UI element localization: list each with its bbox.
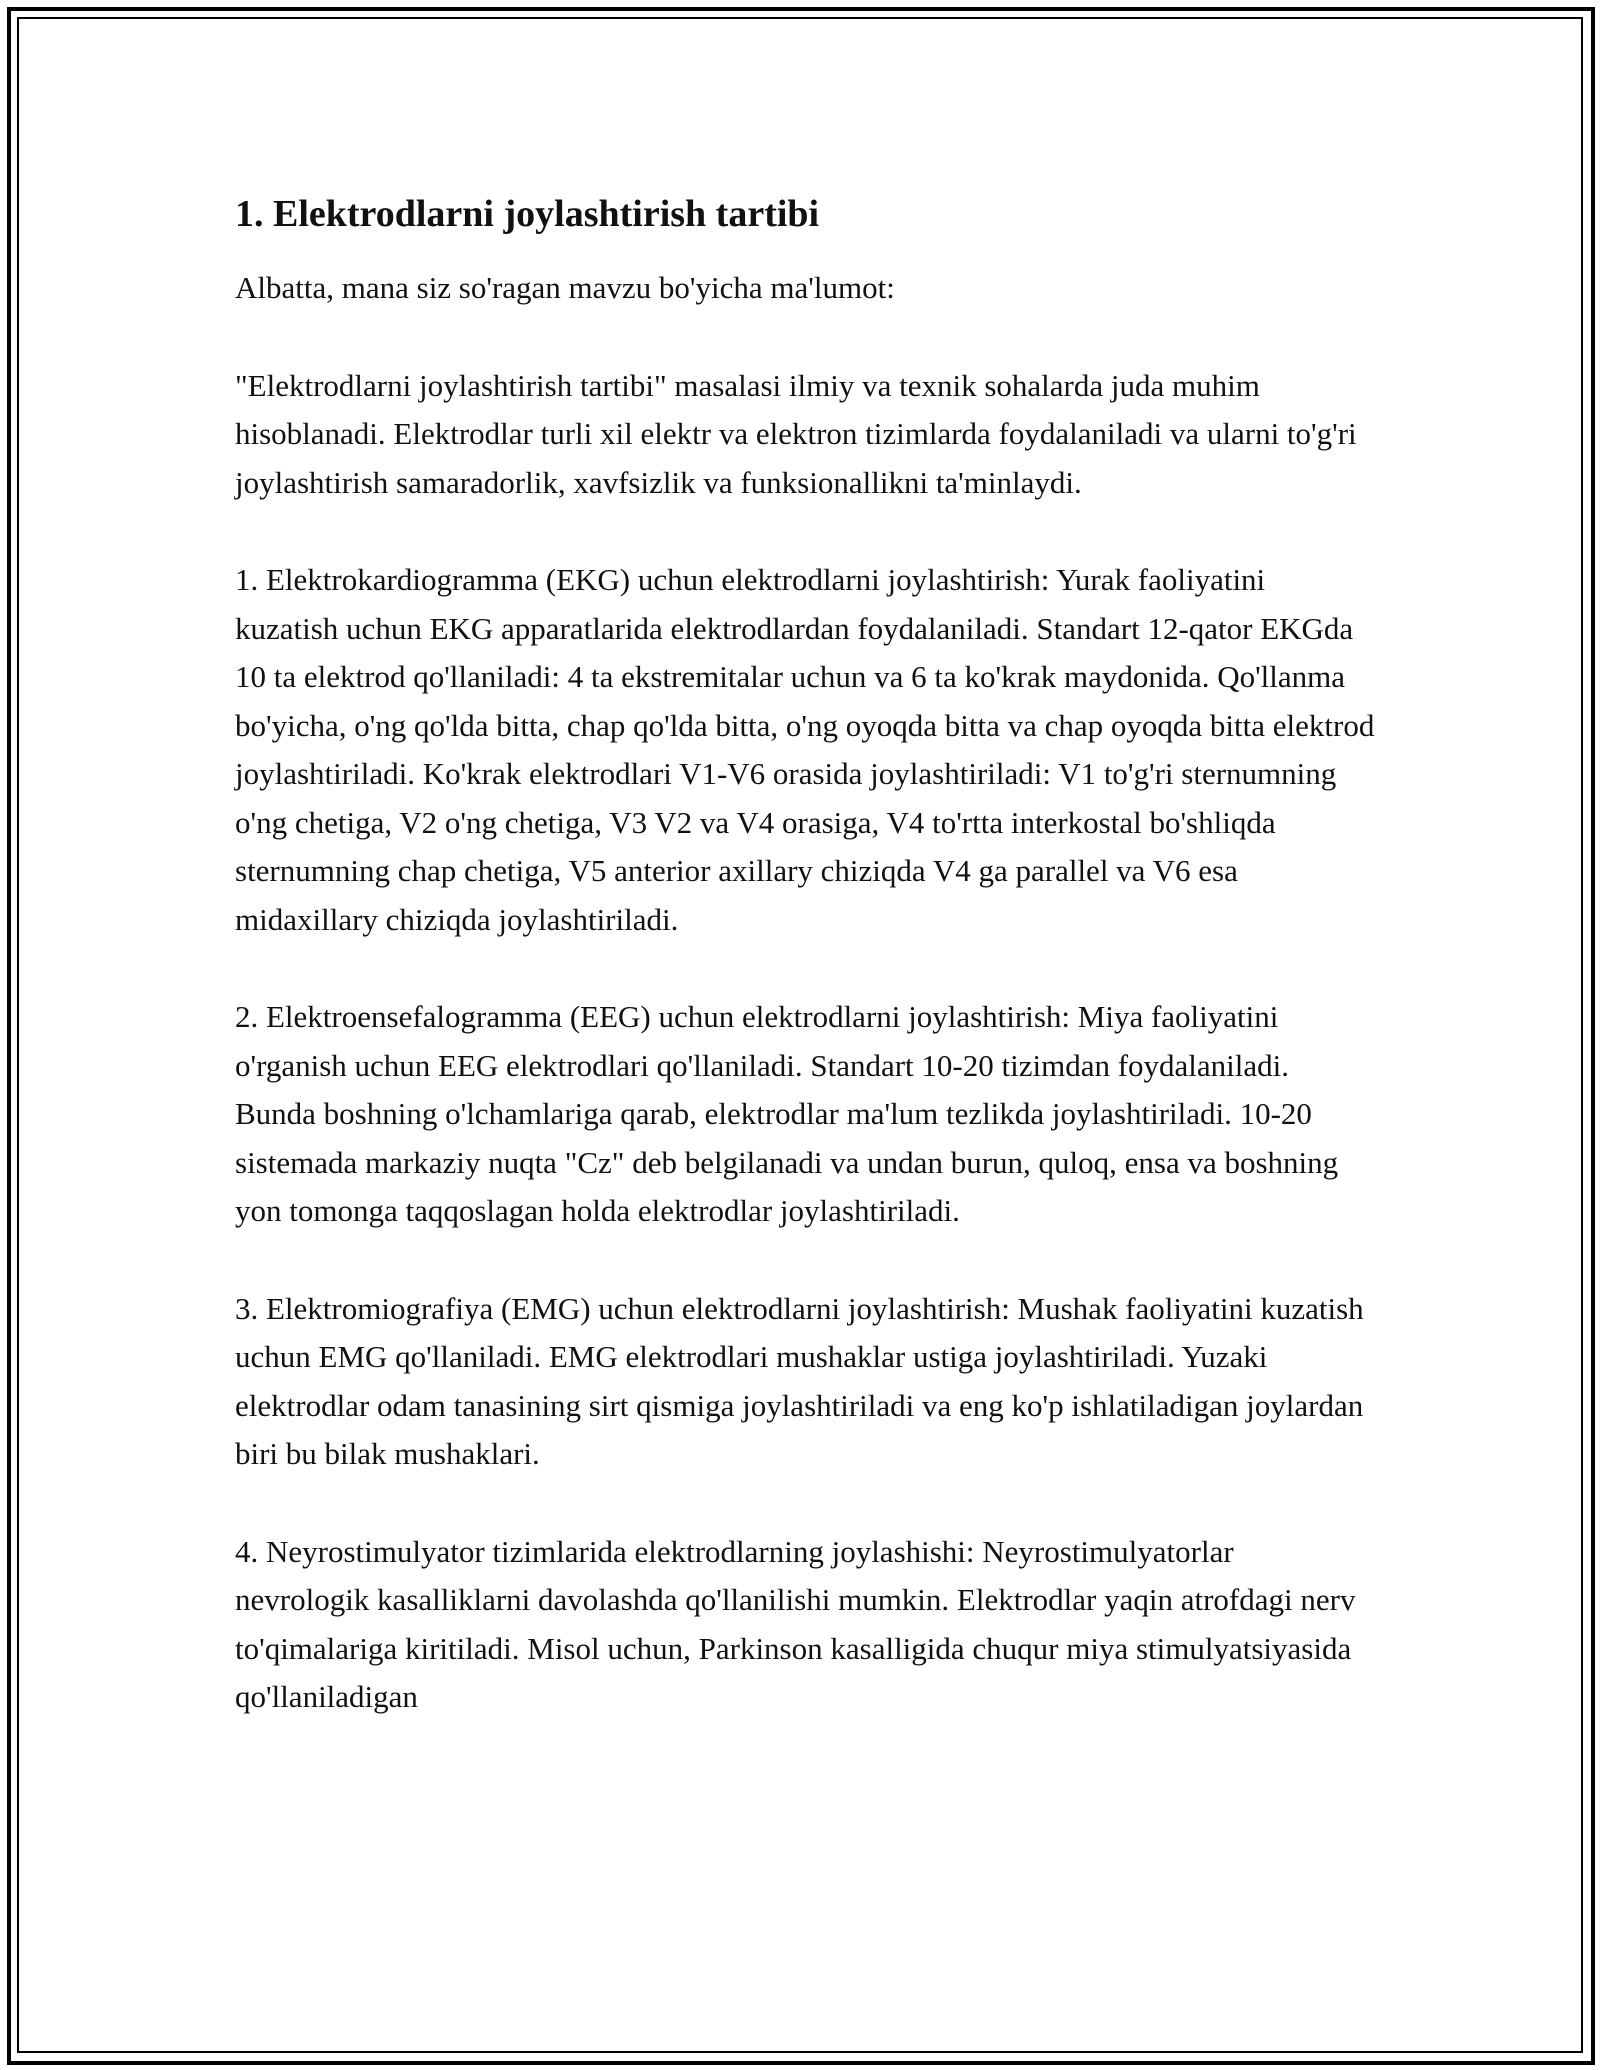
neurostimulator-paragraph: 4. Neyrostimulyator tizimlarida elektrodlarning joylashishi: Neyrostimulyatorlar nevrologik kasalliklarni davolashda qo'llanilishi mumkin. Elektrodlar yaqin atrofdagi nerv to'qimalariga kiritiladi. Misol uchun, Parkinson kasalligida chuqur miya stimulyatsiyasida qo'llaniladigan <box>235 1533 1356 1714</box>
intro-paragraph: Albatta, mana siz so'ragan mavzu bo'yicha ma'lumot: <box>235 270 895 305</box>
eeg-paragraph: 2. Elektroensefalogramma (EEG) uchun elektrodlarni joylashtirish: Miya faoliyatini o'rganish uchun EEG elektrodlari qo'llaniladi. Standart 10-20 tizimdan foydalaniladi. Bunda boshning o'lchamlariga qarab, elektrodlar ma'lum tezlikda joylashtiriladi. 10-20 sistemada markaziy nuqta "Cz" deb belgilanadi va undan burun, quloq, ensa va boshning yon tomonga taqqoslagan holda elektrodlar joylashtiriladi. <box>235 999 1339 1228</box>
section-heading: 1. Elektrodlarni joylashtirish tartibi <box>235 193 820 235</box>
document-body <box>235 186 1375 1771</box>
overview-paragraph: "Elektrodlarni joylashtirish tartibi" masalasi ilmiy va texnik sohalarda juda muhim hisoblanadi. Elektrodlar turli xil elektr va elektron tizimlarda foydalaniladi va ularni to'g'ri joylashtirish samaradorlik, xavfsizlik va funksionallikni ta'minlaydi. <box>235 367 1357 500</box>
emg-paragraph: 3. Elektromiografiya (EMG) uchun elektrodlarni joylashtirish: Mushak faoliyatini kuzatish uchun EMG qo'llaniladi. EMG elektrodlari mushaklar ustiga joylashtiriladi. Yuzaki elektrodlar odam tanasining sirt qismiga joylashtiriladi va eng ko'p ishlatiladigan joylardan biri bu bilak mushaklari. <box>235 1290 1364 1471</box>
ekg-paragraph: 1. Elektrokardiogramma (EKG) uchun elektrodlarni joylashtirish: Yurak faoliyatini kuzatish uchun EKG apparatlarida elektrodlardan foydalaniladi. Standart 12-qator EKGda 10 ta elektrod qo'llaniladi: 4 ta ekstremitalar uchun va 6 ta ko'krak maydonida. Qo'llanma bo'yicha, o'ng qo'lda bitta, chap qo'lda bitta, o'ng oyoqda bitta va chap oyoqda bitta elektrod joylashtiriladi. Ko'krak elektrodlari V1-V6 orasida joylashtiriladi: V1 to'g'ri sternumning o'ng chetiga, V2 o'ng chetiga, V3 V2 va V4 orasiga, V4 to'rtta interkostal bo'shliqda sternumning chap chetiga, V5 anterior axillary chiziqda V4 ga parallel va V6 esa midaxillary chiziqda joylashtiriladi. <box>235 562 1375 937</box>
